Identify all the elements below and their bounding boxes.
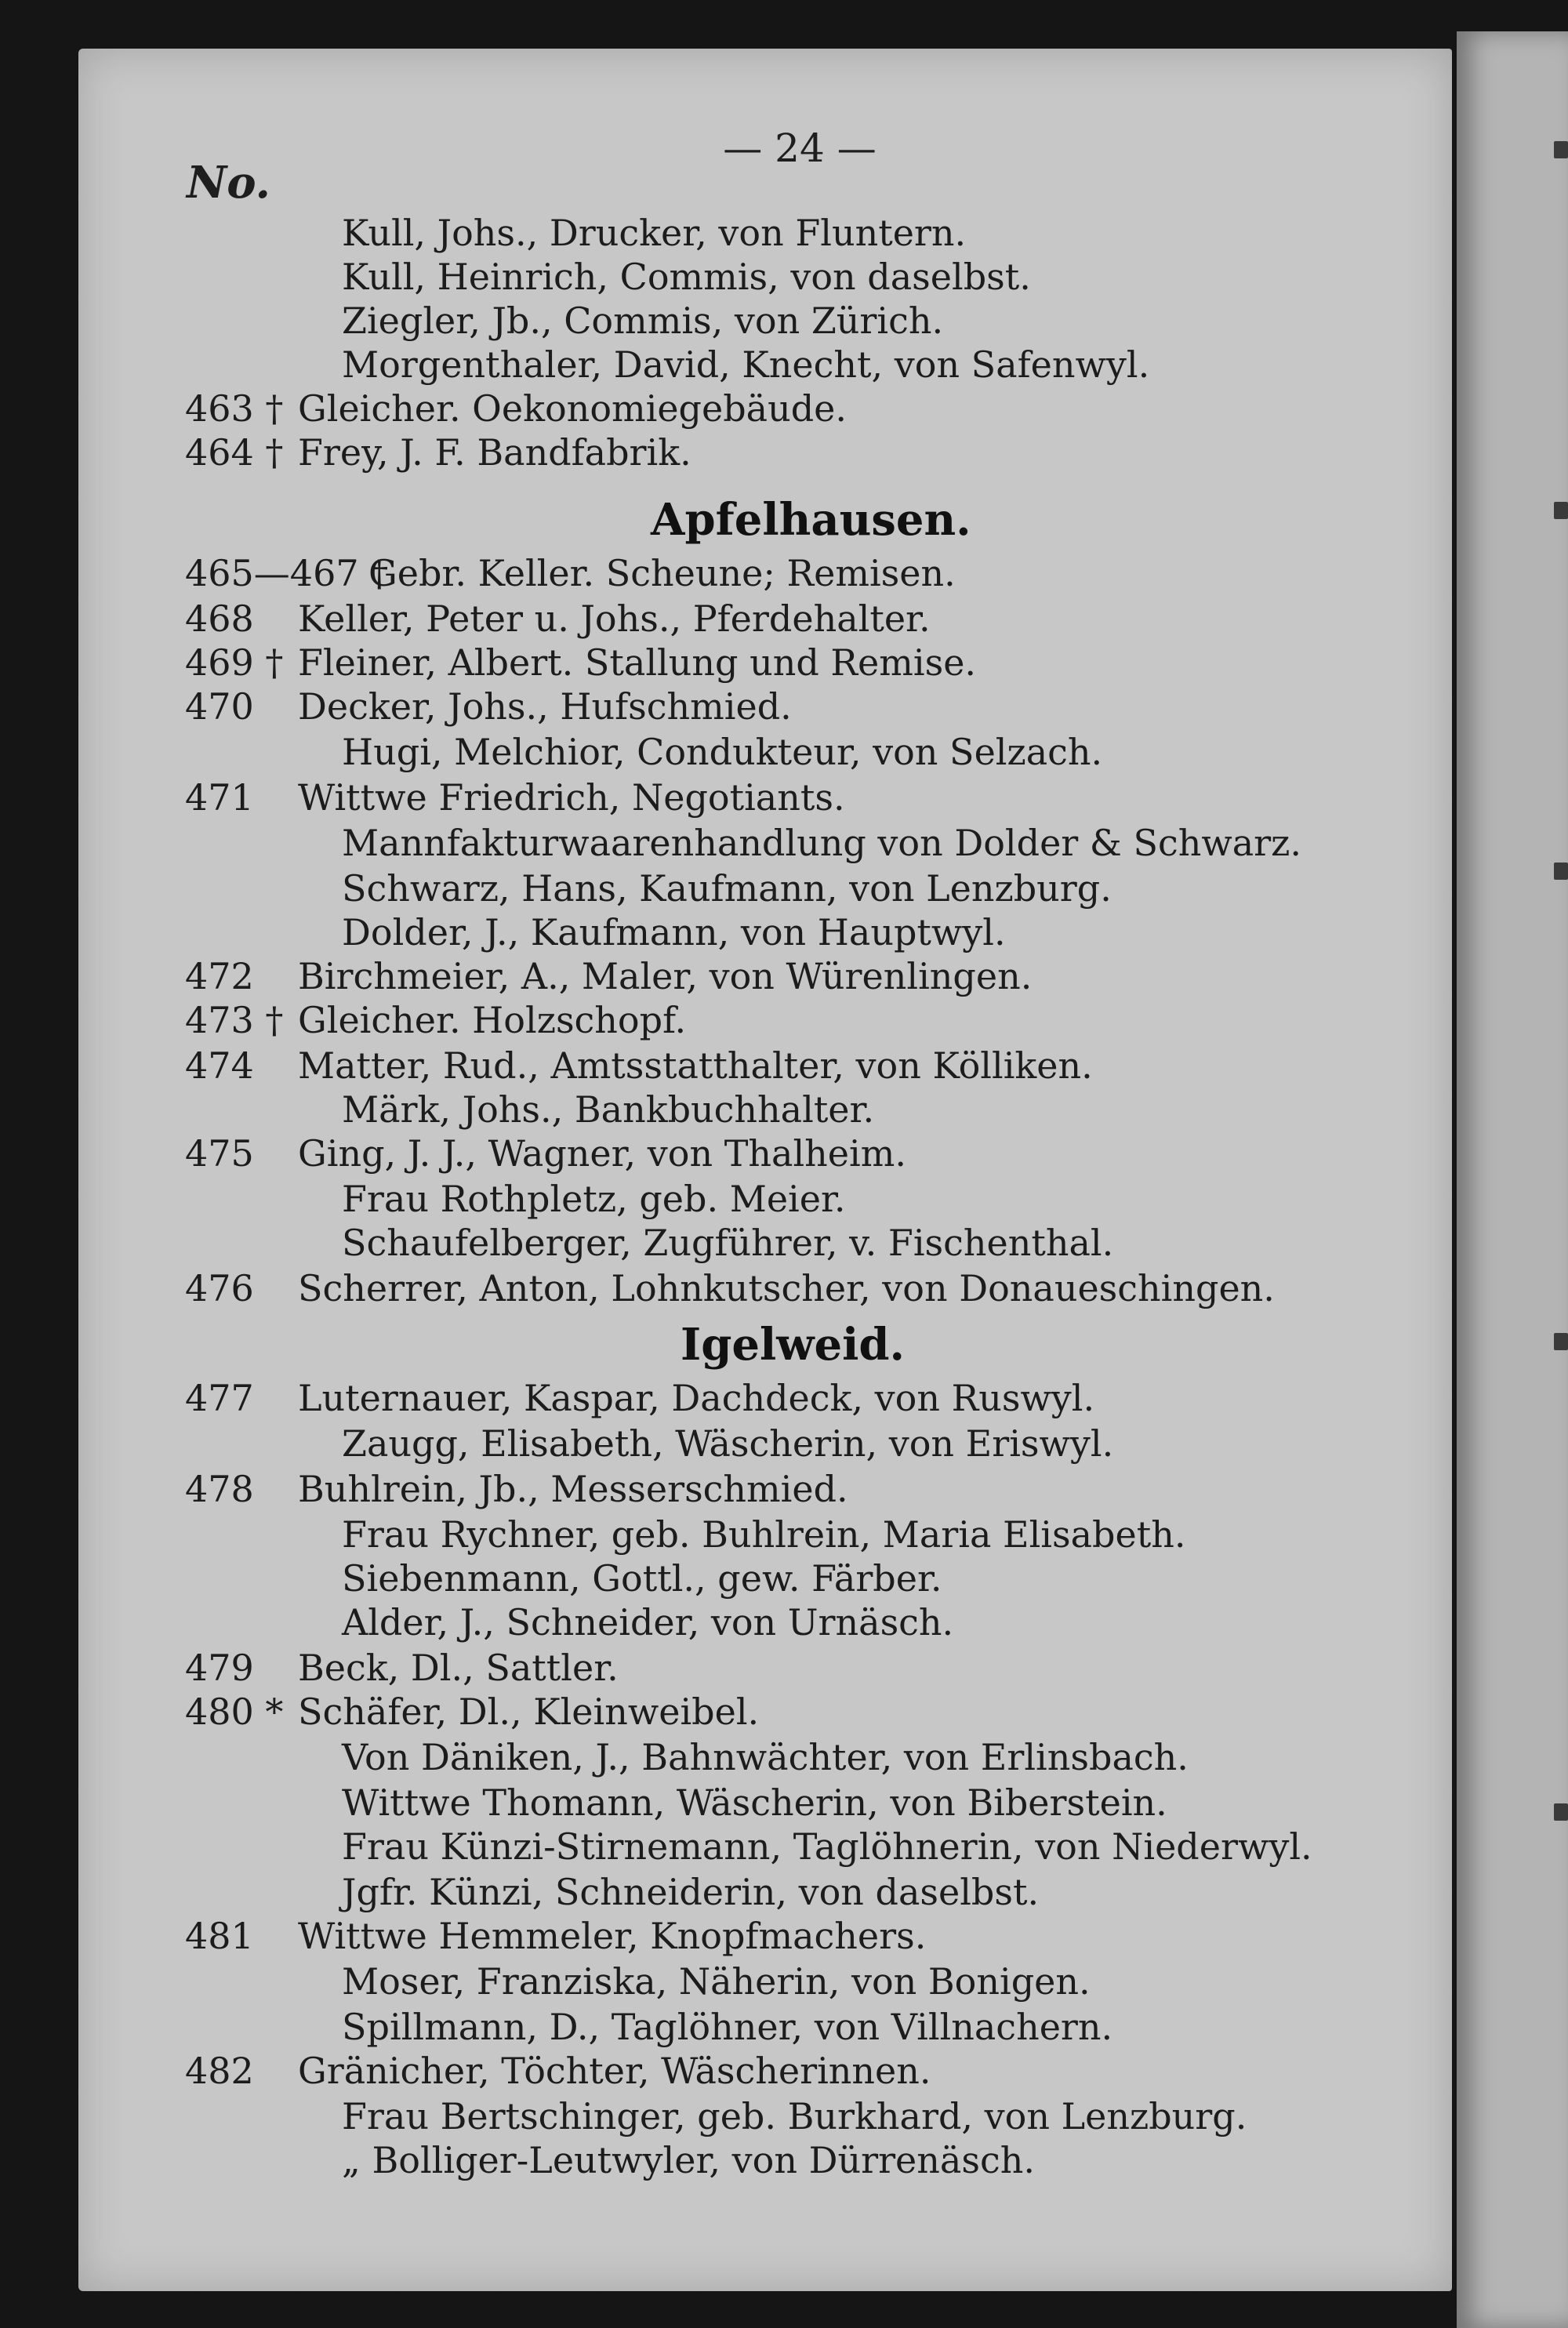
- entry-text: Frau Rothpletz, geb. Meier.: [342, 1178, 846, 1220]
- entry-text: Märk, Johs., Bankbuchhalter.: [342, 1088, 875, 1131]
- entry-text: Wittwe Hemmeler, Knopfmachers.: [298, 1915, 927, 1957]
- entry-text: Ziegler, Jb., Commis, von Zürich.: [342, 300, 944, 342]
- house-number: 473 †: [185, 999, 284, 1041]
- house-number: 470: [185, 685, 254, 728]
- house-number: 480 *: [185, 1691, 284, 1733]
- house-number: 482: [185, 2050, 254, 2092]
- entry-text: Scherrer, Anton, Lohnkutscher, von Donaueschingen.: [298, 1267, 1275, 1309]
- house-number: 468: [185, 597, 254, 640]
- entry-text: Frau Bertschinger, geb. Burkhard, von Lenzburg.: [342, 2095, 1247, 2137]
- entry-text: Moser, Franziska, Näherin, von Bonigen.: [342, 1960, 1091, 2003]
- house-number: 469 †: [185, 641, 284, 684]
- entry-text: „ Bolliger-Leutwyler, von Dürrenäsch.: [342, 2139, 1035, 2181]
- entry-text: Wittwe Friedrich, Negotiants.: [298, 776, 845, 819]
- place-heading: Apfelhausen.: [651, 494, 971, 546]
- entry-text: Matter, Rud., Amtsstatthalter, von Kölliken.: [298, 1044, 1093, 1087]
- entry-text: Gebr. Keller. Scheune; Remisen.: [368, 552, 956, 594]
- adjacent-page-mark: [1554, 863, 1568, 880]
- house-number: 481: [185, 1915, 254, 1957]
- house-number: 465—467 †: [185, 552, 389, 594]
- entry-text: Kull, Johs., Drucker, von Fluntern.: [342, 212, 967, 254]
- entry-text: Gränicher, Töchter, Wäscherinnen.: [298, 2050, 931, 2092]
- entry-text: Schaufelberger, Zugführer, v. Fischenthal.: [342, 1222, 1114, 1264]
- number-column-label: No.: [187, 157, 271, 209]
- entry-text: Von Däniken, J., Bahnwächter, von Erlinsbach.: [342, 1736, 1189, 1778]
- entry-text: Luternauer, Kaspar, Dachdeck, von Ruswyl.: [298, 1377, 1095, 1419]
- entry-text: Hugi, Melchior, Condukteur, von Selzach.: [342, 731, 1103, 773]
- entry-text: Frau Künzi-Stirnemann, Taglöhnerin, von Niederwyl.: [342, 1825, 1312, 1868]
- adjacent-page-mark: [1554, 1333, 1568, 1350]
- entry-text: Keller, Peter u. Johs., Pferdehalter.: [298, 597, 931, 640]
- entry-text: Decker, Johs., Hufschmied.: [298, 685, 792, 728]
- entry-text: Gleicher. Holzschopf.: [298, 999, 687, 1041]
- entry-text: Beck, Dl., Sattler.: [298, 1647, 619, 1689]
- entry-text: Mannfakturwaarenhandlung von Dolder & Schwarz.: [342, 822, 1302, 864]
- adjacent-page-mark: [1554, 502, 1568, 519]
- entry-text: Wittwe Thomann, Wäscherin, von Biberstein.: [342, 1781, 1167, 1824]
- entry-text: Schäfer, Dl., Kleinweibel.: [298, 1691, 760, 1733]
- house-number: 474: [185, 1044, 254, 1087]
- adjacent-page-mark: [1554, 1803, 1568, 1821]
- entry-text: Zaugg, Elisabeth, Wäscherin, von Eriswyl.: [342, 1422, 1114, 1465]
- house-number: 479: [185, 1647, 254, 1689]
- entry-text: Frau Rychner, geb. Buhlrein, Maria Elisabeth.: [342, 1513, 1186, 1556]
- house-number: 472: [185, 955, 254, 997]
- entry-text: Spillmann, D., Taglöhner, von Villnachern.: [342, 2006, 1113, 2048]
- adjacent-page-mark: [1554, 141, 1568, 158]
- entry-text: Ging, J. J., Wagner, von Thalheim.: [298, 1132, 906, 1175]
- entry-text: Gleicher. Oekonomiegebäude.: [298, 387, 848, 430]
- house-number: 471: [185, 776, 254, 819]
- adjacent-page-edge: [1457, 31, 1568, 2328]
- entry-text: Siebenmann, Gottl., gew. Färber.: [342, 1557, 942, 1600]
- house-number: 463 †: [185, 387, 284, 430]
- entry-text: Birchmeier, A., Maler, von Würenlingen.: [298, 955, 1033, 997]
- house-number: 475: [185, 1132, 254, 1175]
- house-number: 464 †: [185, 431, 284, 474]
- entry-text: Schwarz, Hans, Kaufmann, von Lenzburg.: [342, 867, 1112, 910]
- entry-text: Buhlrein, Jb., Messerschmied.: [298, 1468, 848, 1510]
- house-number: 476: [185, 1267, 254, 1309]
- entry-text: Dolder, J., Kaufmann, von Hauptwyl.: [342, 911, 1006, 953]
- page-number: — 24 —: [723, 125, 877, 171]
- entry-text: Frey, J. F. Bandfabrik.: [298, 431, 691, 474]
- entry-text: Morgenthaler, David, Knecht, von Safenwyl.: [342, 343, 1150, 386]
- place-heading: Igelweid.: [681, 1319, 906, 1371]
- house-number: 478: [185, 1468, 254, 1510]
- entry-text: Fleiner, Albert. Stallung und Remise.: [298, 641, 977, 684]
- entry-text: Alder, J., Schneider, von Urnäsch.: [342, 1601, 954, 1643]
- entry-text: Jgfr. Künzi, Schneiderin, von daselbst.: [342, 1871, 1040, 1913]
- entry-text: Kull, Heinrich, Commis, von daselbst.: [342, 256, 1031, 298]
- house-number: 477: [185, 1377, 254, 1419]
